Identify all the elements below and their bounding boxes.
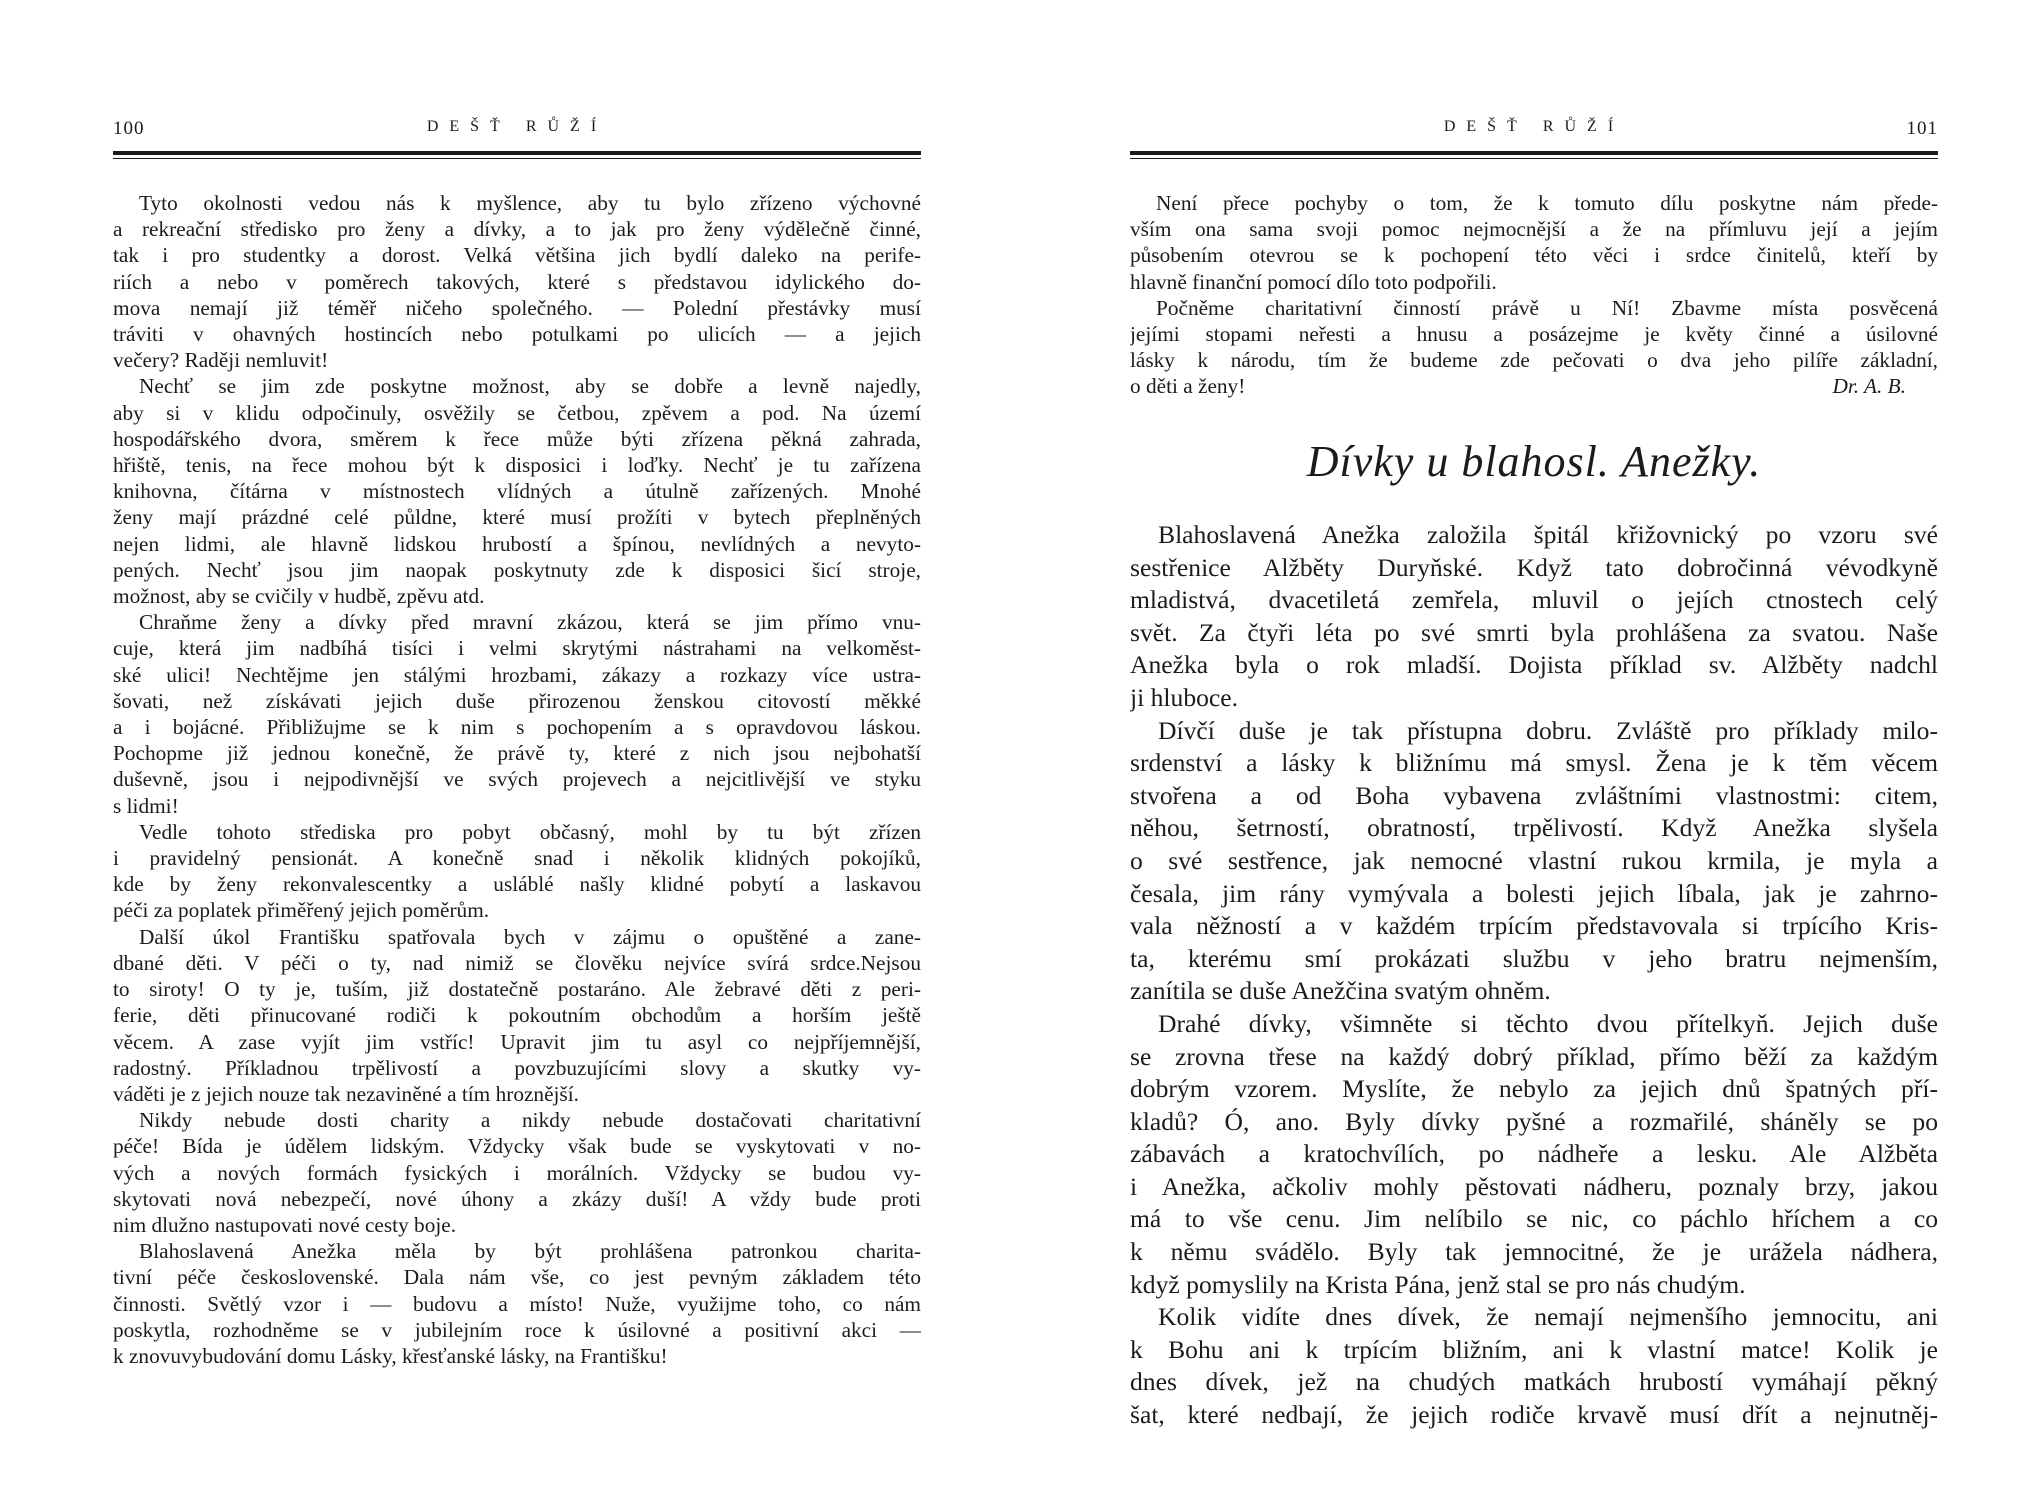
text-line: ské ulici! Nechtějme jen stálými hrozbami, zákazy a rozkazy více ustra- [113, 662, 921, 687]
right-intro-text [1130, 190, 1938, 400]
text-line: radostný. Příkladnou trpělivostí a povzbuzujícími slovy a skutky vy- [113, 1055, 921, 1080]
text-line: skytovati nová nebezpečí, nové úhony a zkázy duší! A vždy bude proti [113, 1186, 921, 1211]
paragraph [1130, 715, 1938, 1008]
left-body-text [113, 190, 921, 1369]
text-line: ta, kterému smí prokázati službu v jeho bratru nejmenším, [1130, 943, 1938, 973]
paragraph [1130, 519, 1938, 715]
text-line: o své sestřence, jak nemocné vlastní rukou krmila, je myla a [1130, 845, 1938, 875]
text-line: k Bohu ani k trpícím bližním, ani k vlastní matce! Kolik je [1130, 1334, 1938, 1364]
text-line: duševně, jsou i nejpodivnější ve svých projevech a nejcitlivější ve styku [113, 767, 921, 792]
text-line: se zrovna třese na každý dobrý příklad, přímo běží za každým [1130, 1041, 1938, 1071]
chapter-title: Dívky u blahosl. Anežky. [1306, 437, 1762, 486]
text-line: k znovuvybudování domu Lásky, křesťanské lásky, na Františku! [113, 1343, 668, 1368]
text-line: Kolik vidíte dnes dívek, že nemají nejmenšího jemnocitu, ani [1158, 1302, 1938, 1332]
text-line: nejen lidmi, ale hlavně lidskou hrubostí a špínou, nevlídných a nevyto- [113, 531, 921, 556]
text-line: šat, které nedbají, že jejich rodiče krvavě musí dřít a nejnutněj- [1130, 1400, 1938, 1430]
running-title: DEŠŤ RŮŽÍ [1443, 118, 1625, 135]
paragraph [113, 924, 921, 1107]
text-line: aby si v klidu odpočinuly, osvěžily se četbou, zpěvem a pod. Na území [113, 400, 921, 425]
text-line: kde by ženy rekonvalescentky a usláblé našly klidné pobytí a laskavou [113, 872, 921, 897]
header-rule-thick [113, 151, 921, 155]
text-line: s lidmi! [113, 793, 179, 818]
text-line: a i bojácné. Přibližujme se k nim s pochopením a s opravdovou láskou. [113, 715, 921, 740]
text-line: srdenství a lásky k bližnímu má smysl. Žena je k těm věcem [1130, 748, 1938, 778]
text-line: ferie, děti přinucované rodiči k pokoutním obchodům a horším ještě [113, 1003, 921, 1028]
text-line: Blahoslavená Anežka měla by být prohlášena patronkou charita- [139, 1239, 921, 1264]
text-line: věcem. A zase vyjít jim vstříc! Upravit jim tu asyl co nejpříjemnější, [113, 1029, 921, 1054]
paragraph [1130, 190, 1938, 295]
text-line: Nechť se jim zde poskytne možnost, aby se dobře a levně najedly, [139, 374, 921, 399]
paragraph [113, 819, 921, 924]
text-line: nim dlužno nastupovati nové cesty boje. [113, 1212, 457, 1237]
text-line: péči za poplatek přiměřený jejich poměrům. [113, 898, 490, 923]
text-line: Vedle tohoto střediska pro pobyt občasný, mohl by tu být zřízen [139, 819, 921, 844]
text-line: tak i pro studentky a dorost. Velká většina jich bydlí daleko na perife- [113, 243, 921, 268]
text-line: Tyto okolnosti vedou nás k myšlence, aby tu bylo zřízeno výchovné [139, 191, 921, 215]
text-line: váděti je z jejich nouze tak nezaviněné a tím hroznější. [113, 1081, 579, 1106]
text-line: pených. Nechť jsou jim naopak poskytnuty zde k disposici šicí stroje, [113, 557, 921, 582]
text-line: činnosti. Světlý vzor i — budovu a místo! Nuže, využijme toho, co nám [113, 1291, 921, 1316]
text-line: vším ona sama svoji pomoc nejmocnější a že na přímluvu její a jejím [1130, 217, 1938, 242]
paragraph [1130, 1301, 1938, 1431]
text-line: dbané děti. V péči o ty, nad nimiž se člověku nejvíce svírá srdce.Nejsou [113, 950, 921, 975]
closing-line-row [1130, 373, 1938, 399]
paragraph [1130, 295, 1938, 374]
text-line: tráviti v ohavných hostincích nebo potulkami po ulicích — a jejich [113, 322, 921, 347]
text-line: a rekreační středisko pro ženy a dívky, a to jak pro ženy výdělečně činné, [113, 217, 921, 242]
text-line: zanítila se duše Anežčina svatým ohněm. [1130, 976, 1551, 1006]
text-line: mladistvá, dvacetiletá zemřela, mluvil o jejích ctnostech celý [1130, 585, 1938, 615]
text-line: to siroty! O ty je, tuším, již dostatečně postaráno. Ale žebravé děti z peri- [113, 977, 921, 1002]
text-line: působením otevrou se k pochopení této věci i srdce činitelů, kteří by [1130, 243, 1938, 268]
text-line: Počněme charitativní činností právě u Ní! Zbavme místa posvěcená [1156, 295, 1938, 320]
paragraph [113, 1238, 921, 1369]
text-line: šovati, než získávati jejich duše přirozenou ženskou citovostí měkké [113, 688, 921, 713]
signature: Dr. A. B. [1832, 374, 1906, 399]
closing-line: o děti a ženy! [1130, 374, 1246, 399]
page-number: 101 [1906, 118, 1938, 139]
running-header [113, 118, 921, 148]
paragraph [113, 1107, 921, 1238]
text-line: ženy mají prázdné celé půldne, které musí prožíti v bytech přeplněných [113, 505, 921, 530]
page-number: 100 [113, 118, 145, 139]
text-line: večery? Raději nemluvit! [113, 348, 329, 373]
text-line: i pravidelný pensionát. A konečně snad i několik klidných pokojíků, [113, 846, 921, 871]
running-title: DEŠŤ RŮŽÍ [426, 118, 608, 135]
paragraph [113, 609, 921, 819]
text-line: lásky k národu, tím že budeme zde pečovati o dva jeho pilíře základní, [1130, 348, 1938, 373]
text-line: riích a nebo v poměrech takových, které s představou idylického do- [113, 269, 921, 294]
text-line: Není přece pochyby o tom, že k tomuto dílu poskytne nám přede- [1156, 191, 1938, 215]
text-line: Blahoslavená Anežka založila špitál křižovnický po vzoru své [1158, 520, 1938, 549]
text-line: i Anežka, ačkoliv mohly pěstovati nádheru, poznaly brzy, jakou [1130, 1171, 1938, 1201]
text-line: knihovna, čítárna v místnostech vlídných a útulně zařízených. Mnohé [113, 479, 921, 504]
text-line: zábavách a kratochvílích, po nádheře a lesku. Ale Alžběta [1130, 1139, 1938, 1169]
text-line: sestřenice Alžběty Duryňské. Když tato dobročinná vévodkyně [1130, 552, 1938, 582]
text-line: když pomyslily na Krista Pána, jenž stal se pro nás chudým. [1130, 1269, 1746, 1299]
text-line: Chraňme ženy a dívky před mravní zkázou, která se jim přímo vnu- [139, 610, 921, 635]
text-line: poskytla, rozhodněme se v jubilejním roce k úsilovné a positivní akci — [113, 1317, 921, 1342]
text-line: vých a nových formách fysických i morálních. Vždycky se budou vy- [113, 1160, 921, 1185]
text-line: možnost, aby se cvičily v hudbě, zpěvu atd. [113, 584, 485, 609]
text-line: mova nemají již téměř ničeho společného. — Polední přestávky musí [113, 295, 921, 320]
text-line: hlavně finanční pomocí dílo toto podpořili. [1130, 269, 1497, 294]
text-line: Drahé dívky, všimněte si těchto dvou přítelkyň. Jejich duše [1158, 1008, 1938, 1038]
paragraph [1130, 1008, 1938, 1301]
text-line: kladů? Ó, ano. Byly dívky pyšné a rozmařilé, sháněly se po [1130, 1106, 1938, 1136]
text-line: péče! Bída je údělem lidským. Vždycky však bude se vyskytovati v no- [113, 1134, 921, 1159]
text-line: Další úkol Františku spatřovala bych v zájmu o opuštěné a zane- [139, 924, 921, 949]
running-header [1130, 118, 1938, 148]
header-rule-thin [1130, 158, 1938, 159]
paragraph [113, 190, 921, 373]
text-line: dnes dívek, jež na chudých matkách hrubostí vymáhají pěkný [1130, 1367, 1938, 1397]
paragraph [113, 373, 921, 609]
text-line: Dívčí duše je tak přístupna dobru. Zvláště pro příklady milo- [1158, 715, 1938, 745]
text-line: má to vše cenu. Jim nelíbilo se nic, co páchlo hříchem a co [1130, 1204, 1938, 1234]
text-line: hospodářského dvora, směrem k řece může býti zřízena pěkná zahrada, [113, 426, 921, 451]
header-rule-thin [113, 158, 921, 159]
text-line: Nikdy nebude dosti charity a nikdy nebude dostačovati charitativní [139, 1108, 921, 1133]
text-line: česala, jim rány vymývala a bolesti jejich líbala, jak je zahrno- [1130, 878, 1938, 908]
text-line: tivní péče československé. Dala nám vše, co jest pevným základem této [113, 1265, 921, 1290]
header-rule-thick [1130, 151, 1938, 155]
text-line: něhou, šetrností, obratností, trpělivostí. Když Anežka slyšela [1130, 813, 1938, 843]
text-line: jejími stopami neřesti a hnusu a posázejme je květy činné a úsilovné [1130, 322, 1938, 347]
text-line: Anežka byla o rok mladší. Dojista příklad sv. Alžběty nadchl [1130, 650, 1938, 680]
text-line: ji hluboce. [1130, 682, 1239, 712]
right-body-text [1130, 519, 1938, 1432]
text-line: vala něžností a v každém trpícím představovala si trpícího Kris- [1130, 911, 1938, 941]
text-line: Pochopme již jednou konečně, že právě ty, které z nich jsou nejbohatší [113, 741, 921, 766]
text-line: cuje, která jim nadbíhá tisíci i velmi skrytými nástrahami na velkoměst- [113, 636, 921, 661]
text-line: svět. Za čtyři léta po své smrti byla prohlášena za svatou. Naše [1130, 617, 1938, 647]
text-line: k němu svádělo. Byly tak jemnocitné, že je urážela nádhera, [1130, 1237, 1938, 1267]
text-line: stvořena a od Boha vybavena zvláštními vlastnostmi: citem, [1130, 780, 1938, 810]
text-line: hřiště, tenis, na řece mohou být k disposici i loďky. Nechť je tu zařízena [113, 453, 921, 478]
text-line: dobrým vzorem. Myslíte, že nebylo za jejich dnů špatných pří- [1130, 1074, 1938, 1104]
